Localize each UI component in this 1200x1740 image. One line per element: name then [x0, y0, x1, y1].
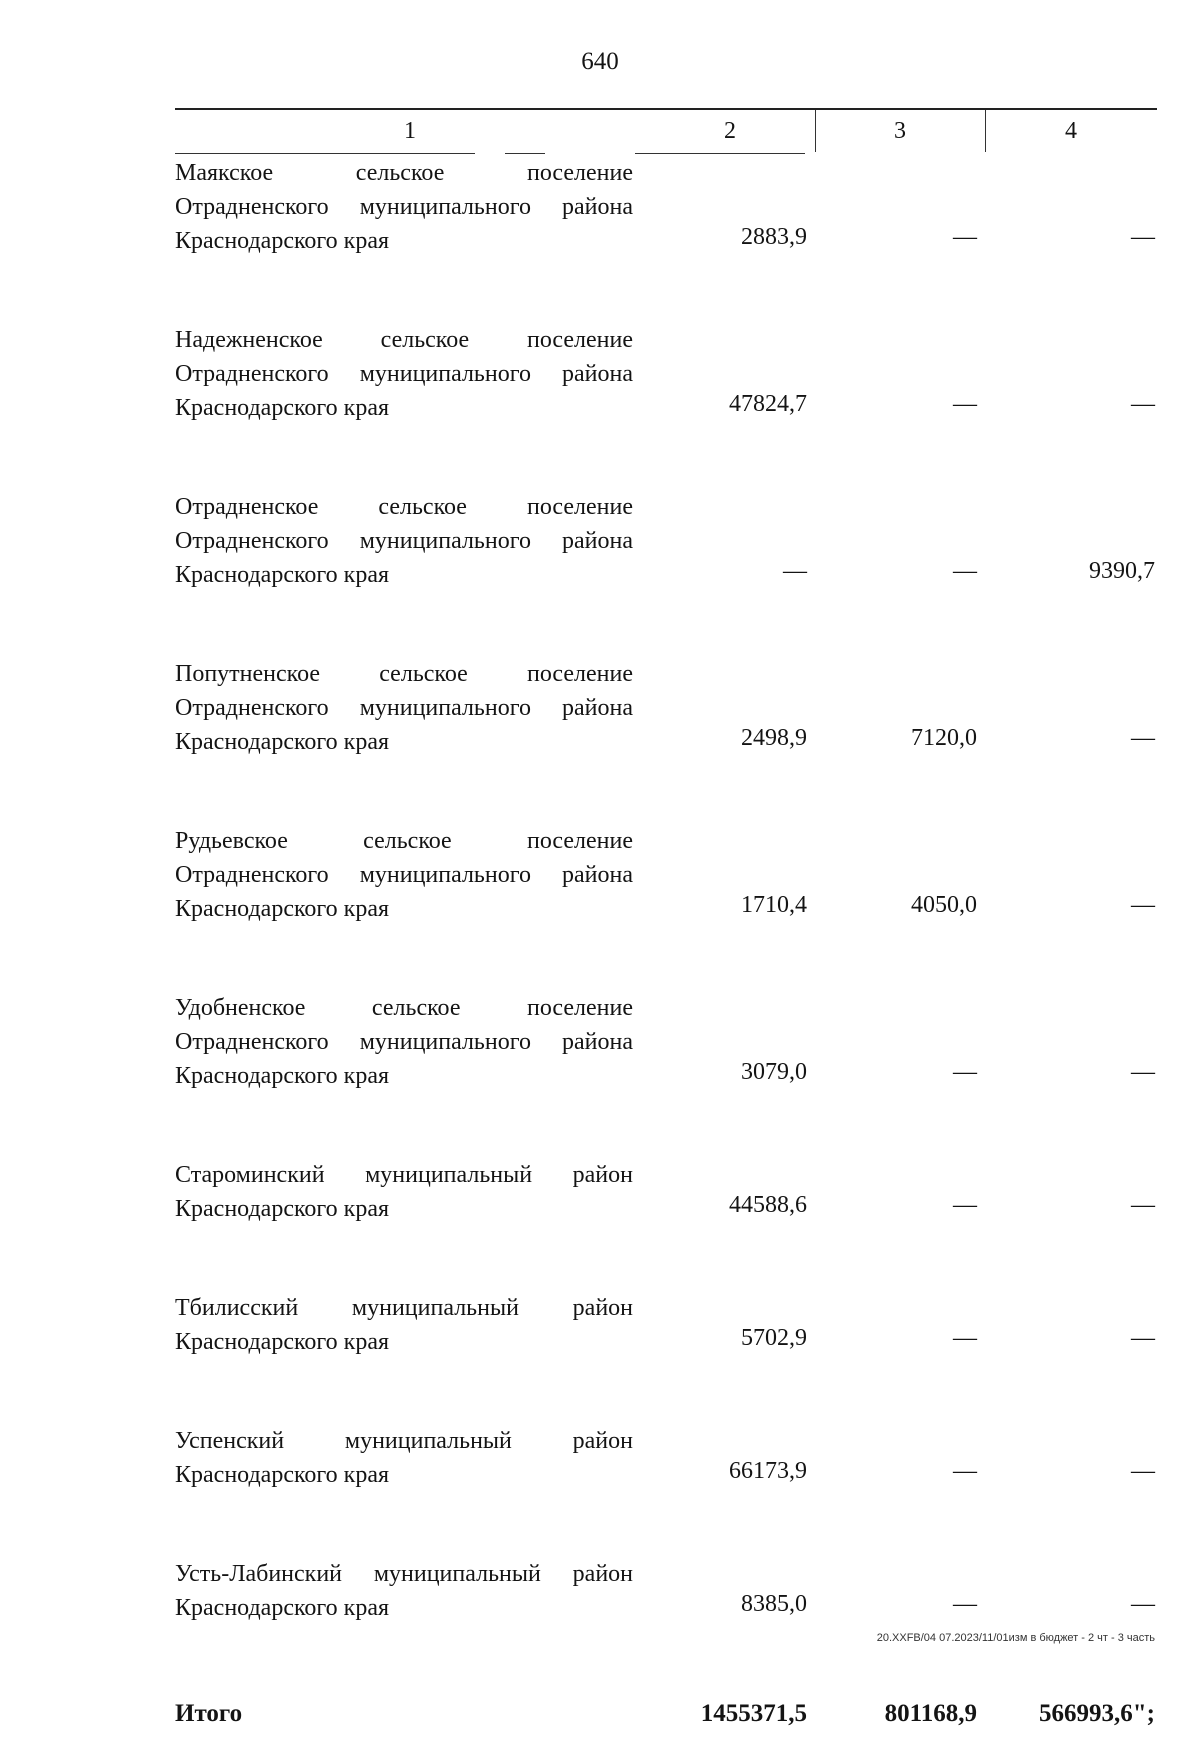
- total-col-3: 801168,9: [884, 1700, 977, 1727]
- row-value-c3: —: [953, 558, 977, 584]
- table-row: [175, 1420, 1157, 1492]
- row-value-c2: 47824,7: [729, 391, 807, 417]
- row-value-c3: —: [953, 1458, 977, 1484]
- row-value-c2: 2883,9: [741, 224, 807, 250]
- total-col-2: 1455371,5: [700, 1700, 807, 1727]
- row-value-c3: —: [953, 391, 977, 417]
- row-value-c4: 9390,7: [1089, 558, 1155, 584]
- row-value-c2: 8385,0: [741, 1591, 807, 1617]
- row-value-c4: —: [1131, 1059, 1155, 1085]
- row-value-c3: —: [953, 1591, 977, 1617]
- header-col-1: 1: [404, 118, 416, 144]
- row-value-c2: 44588,6: [729, 1192, 807, 1218]
- table-header: [175, 108, 1157, 152]
- row-value-c4: —: [1131, 892, 1155, 918]
- row-name: Надежненское сельское поселение Отрадненского муниципального района Краснодарского края: [175, 327, 633, 421]
- footer-file-path: 20.XXFB/04 07.2023/11/01изм в бюджет - 2 чт - 3 часть: [876, 1632, 1155, 1644]
- row-value-c2: 2498,9: [741, 725, 807, 751]
- row-value-c4: —: [1131, 1192, 1155, 1218]
- total-label: Итого: [175, 1700, 243, 1727]
- table-row: [175, 987, 1157, 1093]
- row-name: Староминский муниципальный район Краснодарского края: [175, 1162, 633, 1222]
- row-value-c3: —: [953, 224, 977, 250]
- table-row: [175, 1553, 1157, 1625]
- table-row: [175, 1287, 1157, 1359]
- header-col-4: 4: [1065, 118, 1077, 144]
- row-value-c4: —: [1131, 1325, 1155, 1351]
- row-value-c4: —: [1131, 391, 1155, 417]
- row-value-c3: 7120,0: [911, 725, 977, 751]
- row-value-c2: 66173,9: [729, 1458, 807, 1484]
- row-value-c4: —: [1131, 224, 1155, 250]
- row-value-c2: —: [783, 558, 807, 584]
- header-divider: [985, 110, 986, 152]
- page-number: 640: [581, 48, 619, 75]
- row-value-c2: 5702,9: [741, 1325, 807, 1351]
- row-name: Удобненское сельское поселение Отрадненского муниципального района Краснодарского края: [175, 995, 633, 1089]
- table-row: [175, 1154, 1157, 1226]
- header-col-2: 2: [724, 118, 736, 144]
- row-value-c4: —: [1131, 725, 1155, 751]
- total-row: [175, 1700, 1157, 1740]
- table-row: [175, 486, 1157, 592]
- table-body: [175, 152, 1157, 1625]
- table-row: [175, 653, 1157, 759]
- table-row: [175, 319, 1157, 425]
- row-value-c3: —: [953, 1192, 977, 1218]
- row-value-c2: 3079,0: [741, 1059, 807, 1085]
- table-row: [175, 820, 1157, 926]
- row-name: Усть-Лабинский муниципальный район Краснодарского края: [175, 1561, 633, 1621]
- total-col-4: 566993,6";: [1039, 1700, 1155, 1727]
- budget-table: [175, 108, 1157, 1740]
- row-name: Попутненское сельское поселение Отрадненского муниципального района Краснодарского края: [175, 661, 633, 755]
- row-value-c4: —: [1131, 1591, 1155, 1617]
- row-value-c3: —: [953, 1059, 977, 1085]
- row-value-c3: —: [953, 1325, 977, 1351]
- table-row: [175, 152, 1157, 258]
- header-divider: [815, 110, 816, 152]
- header-col-3: 3: [894, 118, 906, 144]
- row-value-c2: 1710,4: [741, 892, 807, 918]
- row-name: Тбилисский муниципальный район Краснодарского края: [175, 1295, 633, 1355]
- row-name: Рудьевское сельское поселение Отрадненского муниципального района Краснодарского края: [175, 828, 633, 922]
- row-value-c3: 4050,0: [911, 892, 977, 918]
- row-name: Маякское сельское поселение Отрадненского муниципального района Краснодарского края: [175, 160, 633, 254]
- row-value-c4: —: [1131, 1458, 1155, 1484]
- row-name: Отрадненское сельское поселение Отрадненского муниципального района Краснодарского края: [175, 494, 633, 588]
- row-name: Успенский муниципальный район Краснодарского края: [175, 1428, 633, 1488]
